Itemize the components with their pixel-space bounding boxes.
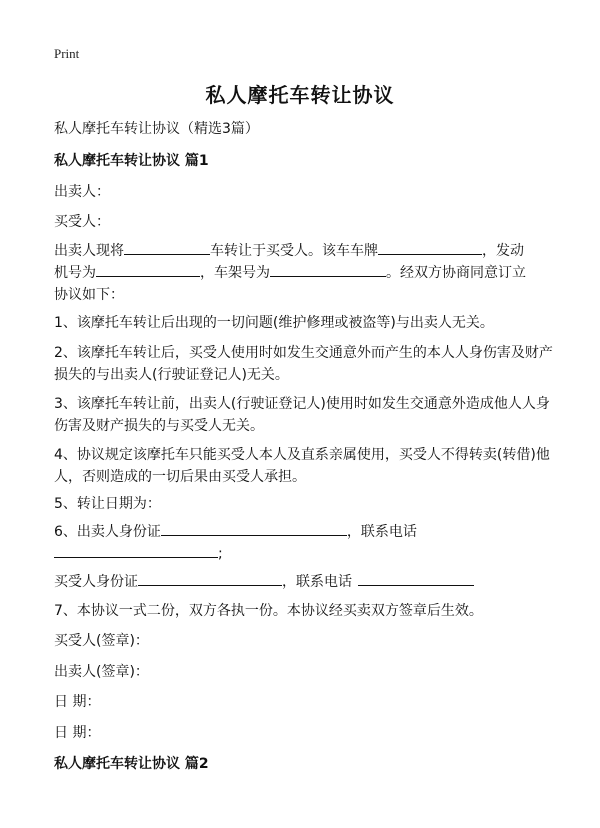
seller-line: 出卖人： [54, 184, 110, 200]
clause-6-line-2 [54, 543, 554, 565]
clause-6-text: ，联系电话 [346, 524, 417, 540]
section-heading-1: 私人摩托车转让协议 篇1 [54, 153, 209, 169]
transfer-paragraph-line-3: 协议如下： [54, 287, 124, 303]
transfer-text: 机号为 [54, 265, 96, 281]
clause-2-line-1: 2、该摩托车转让后，买受人使用时如发生交通意外而产生的本人人身伤害及财产 [54, 345, 553, 361]
clause-7: 7、本协议一式二份，双方各执一份。本协议经买卖双方签章后生效。 [54, 603, 483, 619]
engine-number-blank [96, 262, 200, 277]
seller-id-blank [161, 521, 347, 536]
buyer-id-blank [138, 571, 282, 586]
frame-number-blank [270, 262, 386, 277]
clause-2-line-2: 损失的与出卖人(行驶证登记人)无关。 [54, 367, 289, 383]
date-line-1: 日 期： [54, 694, 101, 710]
clause-6-text: ; [218, 546, 223, 562]
clause-3-line-1: 3、该摩托车转让前，出卖人(行驶证登记人)使用时如发生交通意外造成他人人身 [54, 396, 550, 412]
buyer-id-line [54, 571, 554, 593]
print-label: Print [54, 46, 80, 61]
transfer-text: 车转让于买受人。该车车牌 [210, 243, 378, 259]
buyer-id-text: 买受人身份证 [54, 574, 138, 590]
transfer-text: 。经双方协商同意订立 [386, 265, 526, 281]
seller-phone-blank [54, 543, 218, 558]
section-heading-2: 私人摩托车转让协议 篇2 [54, 756, 209, 772]
document-title: 私人摩托车转让协议 [205, 83, 395, 107]
transfer-text: 出卖人现将 [54, 243, 124, 259]
vehicle-model-blank [124, 240, 210, 255]
clause-3-line-2: 伤害及财产损失的与买受人无关。 [54, 418, 264, 434]
buyer-id-text: ，联系电话 [282, 574, 352, 590]
buyer-line: 买受人： [54, 214, 110, 230]
transfer-paragraph-line-2 [54, 262, 554, 284]
document-subtitle: 私人摩托车转让协议（精选3篇） [54, 121, 259, 137]
plate-number-blank [378, 240, 482, 255]
clause-6-text: 6、出卖人身份证 [54, 524, 161, 540]
transfer-text: ，车架号为 [200, 265, 270, 281]
clause-4-line-1: 4、协议规定该摩托车只能买受人本人及直系亲属使用，买受人不得转卖(转借)他 [54, 447, 550, 463]
transfer-paragraph-line-1 [54, 240, 554, 262]
seller-signature: 出卖人(签章)： [54, 664, 149, 680]
clause-5: 5、转让日期为： [54, 496, 161, 512]
transfer-text: ，发动 [482, 243, 524, 259]
date-line-2: 日 期： [54, 725, 101, 741]
clause-6-line-1 [54, 521, 554, 543]
buyer-phone-blank [358, 571, 474, 586]
clause-4-line-2: 人，否则造成的一切后果由买受人承担。 [54, 469, 306, 485]
buyer-signature: 买受人(签章)： [54, 633, 149, 649]
clause-1: 1、该摩托车转让后出现的一切问题(维护修理或被盗等)与出卖人无关。 [54, 315, 494, 331]
